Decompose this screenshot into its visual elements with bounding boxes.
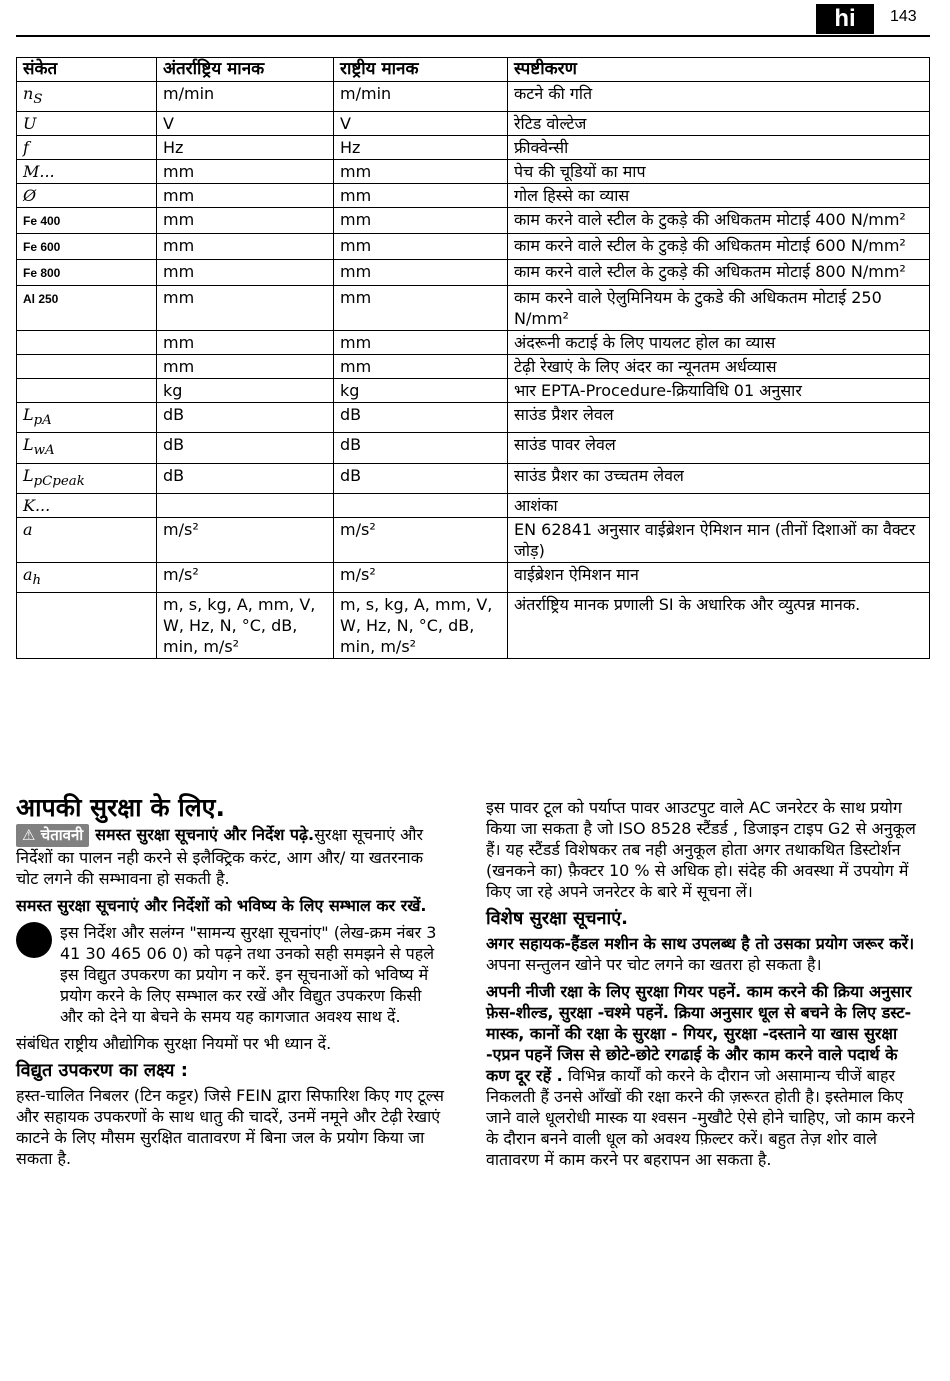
symbol-cell bbox=[17, 517, 157, 562]
table-row bbox=[17, 331, 930, 355]
intl-unit-cell: mm bbox=[157, 208, 334, 234]
table-row bbox=[17, 160, 930, 184]
symbol-cell bbox=[17, 379, 157, 403]
intl-unit-cell: V bbox=[157, 112, 334, 136]
warning-bold-text: समस्त सुरक्षा सूचनाएं और निर्देश पढ़े. bbox=[95, 825, 315, 844]
symbol-cell bbox=[17, 562, 157, 592]
symbol-cell bbox=[17, 82, 157, 112]
natl-unit-cell: mm bbox=[334, 260, 508, 286]
handle-text: अपना सन्तुलन खोने पर चोट लगने का खतरा हो सकता है। bbox=[486, 955, 822, 974]
description-cell: साउंड प्रैशर लेवल bbox=[508, 403, 930, 433]
intl-unit-cell: mm bbox=[157, 331, 334, 355]
symbol-cell bbox=[17, 463, 157, 493]
intl-unit-cell: Hz bbox=[157, 136, 334, 160]
intl-unit-cell: mm bbox=[157, 355, 334, 379]
intl-unit-cell: kg bbox=[157, 379, 334, 403]
section-title-purpose: विद्युत उपकरण का लक्ष्य : bbox=[16, 1060, 188, 1081]
symbol-cell bbox=[17, 331, 157, 355]
symbol-cell bbox=[17, 136, 157, 160]
warning-text: सुरक्षा सूचनाएं और निर्देशों का पालन नही करने से इलैक्ट्रिक करंट, आग और/ या खतरनाक चोट लगने की सम्भावना हो सकती है. bbox=[16, 825, 423, 888]
generator-text: इस पावर टूल को पर्याप्त पावर आउटपुट वाले AC जनरेटर के साथ प्रयोग किया जा सकता है जो ISO 8528 स्टैंडर्ड , डिजाइन टाइप G2 से अनुकूल हैं। यह स्टैंडर्ड विशेषकर तब नही अनुकूल होता अगर तथाकथित डिस्टोर्शन (खनकने का) फ़ैक्टर 10 % से अधिक हो। संदेह की अवस्था में उपयोग में किए जा रहे अपने जनरेटर के बारे में सूचना लें। bbox=[486, 798, 916, 901]
symbol-text: n bbox=[23, 84, 34, 103]
table-row bbox=[17, 112, 930, 136]
symbol-text: Fe 600 bbox=[23, 240, 61, 255]
description-cell: रेटिड वोल्टेज bbox=[508, 112, 930, 136]
symbol-cell bbox=[17, 355, 157, 379]
table-row bbox=[17, 234, 930, 260]
handle-bold-text: अगर सहायक-हैंडल मशीन के साथ उपलब्ध है तो उसका प्रयोग जरूर करें। bbox=[486, 934, 915, 953]
gear-bold-text: अपनी नीजी रक्षा के लिए सुरक्षा गियर पहनें. काम करने की क्रिया अनुसार फ़ेस-शील्ड, सुरक्षा -चश्मे पहनें. क्रिया अनुसार धूल से बचने के लिए डस्ट-मास्क, कानों की रक्षा के सुरक्षा - गियर, सुरक्षा -दस्ताने या खास सुरक्षा -एप्रन पहनें जिस से छोटे-छोटे रगढाई के और काम करने वाले पदार्थ के कण दूर रहें . bbox=[486, 982, 912, 1085]
symbol-cell bbox=[17, 160, 157, 184]
symbol-subscript: h bbox=[32, 572, 42, 588]
language-badge: hi bbox=[816, 4, 874, 34]
col-header-natl: राष्ट्रीय मानक bbox=[334, 58, 508, 82]
description-cell: EN 62841 अनुसार वाईब्रेशन ऐमिशन मान (तीनों दिशाओं का वैक्टर जोड़) bbox=[508, 517, 930, 562]
symbol-cell bbox=[17, 493, 157, 517]
symbol-cell bbox=[17, 592, 157, 658]
natl-unit-cell: m/s² bbox=[334, 562, 508, 592]
table-row bbox=[17, 562, 930, 592]
table-row bbox=[17, 433, 930, 463]
symbol-text: Fe 400 bbox=[23, 214, 61, 229]
keep-instructions-text: समस्त सुरक्षा सूचनाएं और निर्देशों को भविष्य के लिए सम्भाल कर रखें. bbox=[16, 896, 427, 915]
table-row bbox=[17, 379, 930, 403]
natl-unit-cell: dB bbox=[334, 403, 508, 433]
symbol-text: K... bbox=[23, 495, 51, 515]
symbol-text: Fe 800 bbox=[23, 266, 61, 281]
gear-paragraph bbox=[486, 981, 926, 1170]
table-row bbox=[17, 260, 930, 286]
symbol-text: L bbox=[23, 405, 34, 425]
symbol-text: M... bbox=[23, 162, 55, 182]
symbol-subscript: wA bbox=[33, 443, 55, 459]
natl-unit-cell: dB bbox=[334, 433, 508, 463]
symbol-cell bbox=[17, 234, 157, 260]
table-row bbox=[17, 82, 930, 112]
description-cell: कटने की गति bbox=[508, 82, 930, 112]
table-row bbox=[17, 592, 930, 658]
intl-unit-cell: m/s² bbox=[157, 562, 334, 592]
warning-label: चेतावनी bbox=[40, 826, 84, 844]
table-row bbox=[17, 517, 930, 562]
symbol-cell bbox=[17, 260, 157, 286]
symbol-subscript: pCpeak bbox=[33, 473, 85, 489]
symbols-table bbox=[16, 57, 930, 659]
col-header-symbol: संकेत bbox=[17, 58, 157, 82]
description-cell: साउंड प्रैशर का उच्चतम लेवल bbox=[508, 463, 930, 493]
intl-unit-cell: mm bbox=[157, 286, 334, 331]
symbol-cell bbox=[17, 208, 157, 234]
symbol-cell bbox=[17, 112, 157, 136]
left-column bbox=[16, 793, 448, 1175]
table-row bbox=[17, 136, 930, 160]
table-row bbox=[17, 355, 930, 379]
table-row bbox=[17, 184, 930, 208]
intl-unit-cell: mm bbox=[157, 184, 334, 208]
natl-unit-cell: mm bbox=[334, 355, 508, 379]
intl-unit-cell: dB bbox=[157, 463, 334, 493]
natl-unit-cell: mm bbox=[334, 286, 508, 331]
natl-unit-cell: V bbox=[334, 112, 508, 136]
description-cell: आशंका bbox=[508, 493, 930, 517]
symbol-text: Al 250 bbox=[23, 292, 59, 307]
description-cell: भार EPTA-Procedure-क्रियाविधि 01 अनुसार bbox=[508, 379, 930, 403]
symbol-text: f bbox=[23, 138, 29, 158]
intl-unit-cell: dB bbox=[157, 433, 334, 463]
right-column bbox=[486, 797, 926, 1176]
natl-unit-cell: m/min bbox=[334, 82, 508, 112]
description-cell: टेढ़ी रेखाएं के लिए अंदर का न्यूनतम अर्धव्यास bbox=[508, 355, 930, 379]
table-row bbox=[17, 463, 930, 493]
intl-unit-cell: m/min bbox=[157, 82, 334, 112]
natl-unit-cell: mm bbox=[334, 208, 508, 234]
natl-unit-cell: mm bbox=[334, 234, 508, 260]
description-cell: गोल हिस्से का व्यास bbox=[508, 184, 930, 208]
symbol-cell bbox=[17, 433, 157, 463]
table-row bbox=[17, 403, 930, 433]
read-manual-icon bbox=[16, 922, 52, 958]
symbol-text: L bbox=[23, 465, 34, 485]
read-manual-text: इस निर्देश और सलंग्न "सामन्य सुरक्षा सूचनांए" (लेख-क्रम नंबर 3 41 30 465 06 0) को पढ़ने तथा उनको सही समझने से पहले इस विद्युत उपकरण का प्रयोग न करें. इन सूचनाओं को भविष्य में प्रयोग करने के लिए सम्भाल कर रखें और विद्युत उपकरण किसी और को देने या बेचने के समय यह कागजात अवश्य साथ दें. bbox=[60, 923, 437, 1026]
natl-unit-cell: mm bbox=[334, 184, 508, 208]
symbol-text: L bbox=[23, 435, 34, 455]
section-title-special: विशेष सुरक्षा सूचनाएं. bbox=[486, 908, 628, 929]
read-manual-block bbox=[16, 922, 448, 1033]
description-cell: पेच की चूडियों का माप bbox=[508, 160, 930, 184]
header-rule bbox=[16, 35, 930, 37]
regulations-text: संबंधित राष्ट्रीय औद्योगिक सुरक्षा नियमों पर भी ध्यान दें. bbox=[16, 1034, 332, 1053]
symbol-text: U bbox=[23, 114, 37, 134]
purpose-text: हस्त-चालित निबलर (टिन कट्टर) जिसे FEIN द्वारा सिफारिश किए गए टूल्स और सहायक उपकरणों के साथ धातु की चादरें, उनमें नमूने और टेढ़ी रेखाएं काटने के लिए मौसम सुरक्षित वातावरण में बिना जल के प्रयोग किया जा सकता है. bbox=[16, 1086, 444, 1168]
page-number: 143 bbox=[890, 8, 917, 25]
natl-unit-cell: mm bbox=[334, 331, 508, 355]
symbol-cell bbox=[17, 403, 157, 433]
natl-unit-cell: mm bbox=[334, 160, 508, 184]
description-cell: काम करने वाले स्टील के टुकड़े की अधिकतम मोटाई 800 N/mm² bbox=[508, 260, 930, 286]
col-header-desc: स्पष्टीकरण bbox=[508, 58, 930, 82]
intl-unit-cell: mm bbox=[157, 234, 334, 260]
section-title-safety: आपकी सुरक्षा के लिए. bbox=[16, 793, 226, 822]
table-row bbox=[17, 493, 930, 517]
description-cell: काम करने वाले ऐलुमिनियम के टुकडे की अधिकतम मोटाई 250 N/mm² bbox=[508, 286, 930, 331]
description-cell: काम करने वाले स्टील के टुकड़े की अधिकतम मोटाई 600 N/mm² bbox=[508, 234, 930, 260]
intl-unit-cell: m/s² bbox=[157, 517, 334, 562]
symbol-cell bbox=[17, 184, 157, 208]
handle-paragraph bbox=[486, 933, 926, 975]
symbol-cell bbox=[17, 286, 157, 331]
intl-unit-cell: dB bbox=[157, 403, 334, 433]
col-header-intl: अंतर्राष्ट्रिय मानक bbox=[157, 58, 334, 82]
intl-unit-cell: mm bbox=[157, 160, 334, 184]
warning-paragraph bbox=[16, 824, 448, 889]
natl-unit-cell: m, s, kg, A, mm, V, W, Hz, N, °C, dB, min, m/s² bbox=[334, 592, 508, 658]
symbol-text: a bbox=[23, 519, 33, 539]
description-cell: फ्रीक्वेन्सी bbox=[508, 136, 930, 160]
natl-unit-cell: kg bbox=[334, 379, 508, 403]
symbol-subscript: S bbox=[33, 92, 43, 108]
description-cell: अंतर्राष्ट्रिय मानक प्रणाली SI के अधारिक और व्युत्पन्न मानक. bbox=[508, 592, 930, 658]
symbol-text: a bbox=[23, 564, 33, 584]
description-cell: अंदरूनी कटाई के लिए पायलट होल का व्यास bbox=[508, 331, 930, 355]
natl-unit-cell: Hz bbox=[334, 136, 508, 160]
gear-text: विभिन्न कार्यों को करने के दौरान जो असामान्य चीजें बाहर निकलती हैं उनसे आँखों की रक्षा करने की ज़रूरत होती है। इस्तेमाल किए जाने वाले धूलरोधी मास्क या श्वसन -मुखौटे ऐसे होने चाहिए, जो काम करने के दौरान बनने वाली धूल को अवश्य फ़िल्टर करें। बहुत तेज़ शोर वाले वातावरण में काम करने पर बहरापन आ सकता है. bbox=[486, 1066, 915, 1169]
warning-badge: ⚠ चेतावनी bbox=[16, 824, 89, 847]
symbol-subscript: pA bbox=[33, 413, 52, 429]
table-row bbox=[17, 208, 930, 234]
natl-unit-cell bbox=[334, 493, 508, 517]
table-header-row bbox=[17, 58, 930, 82]
symbol-text: Ø bbox=[23, 186, 37, 206]
intl-unit-cell: m, s, kg, A, mm, V, W, Hz, N, °C, dB, min, m/s² bbox=[157, 592, 334, 658]
description-cell: काम करने वाले स्टील के टुकड़े की अधिकतम मोटाई 400 N/mm² bbox=[508, 208, 930, 234]
intl-unit-cell bbox=[157, 493, 334, 517]
natl-unit-cell: m/s² bbox=[334, 517, 508, 562]
intl-unit-cell: mm bbox=[157, 260, 334, 286]
table-row bbox=[17, 286, 930, 331]
natl-unit-cell: dB bbox=[334, 463, 508, 493]
description-cell: साउंड पावर लेवल bbox=[508, 433, 930, 463]
description-cell: वाईब्रेशन ऐमिशन मान bbox=[508, 562, 930, 592]
